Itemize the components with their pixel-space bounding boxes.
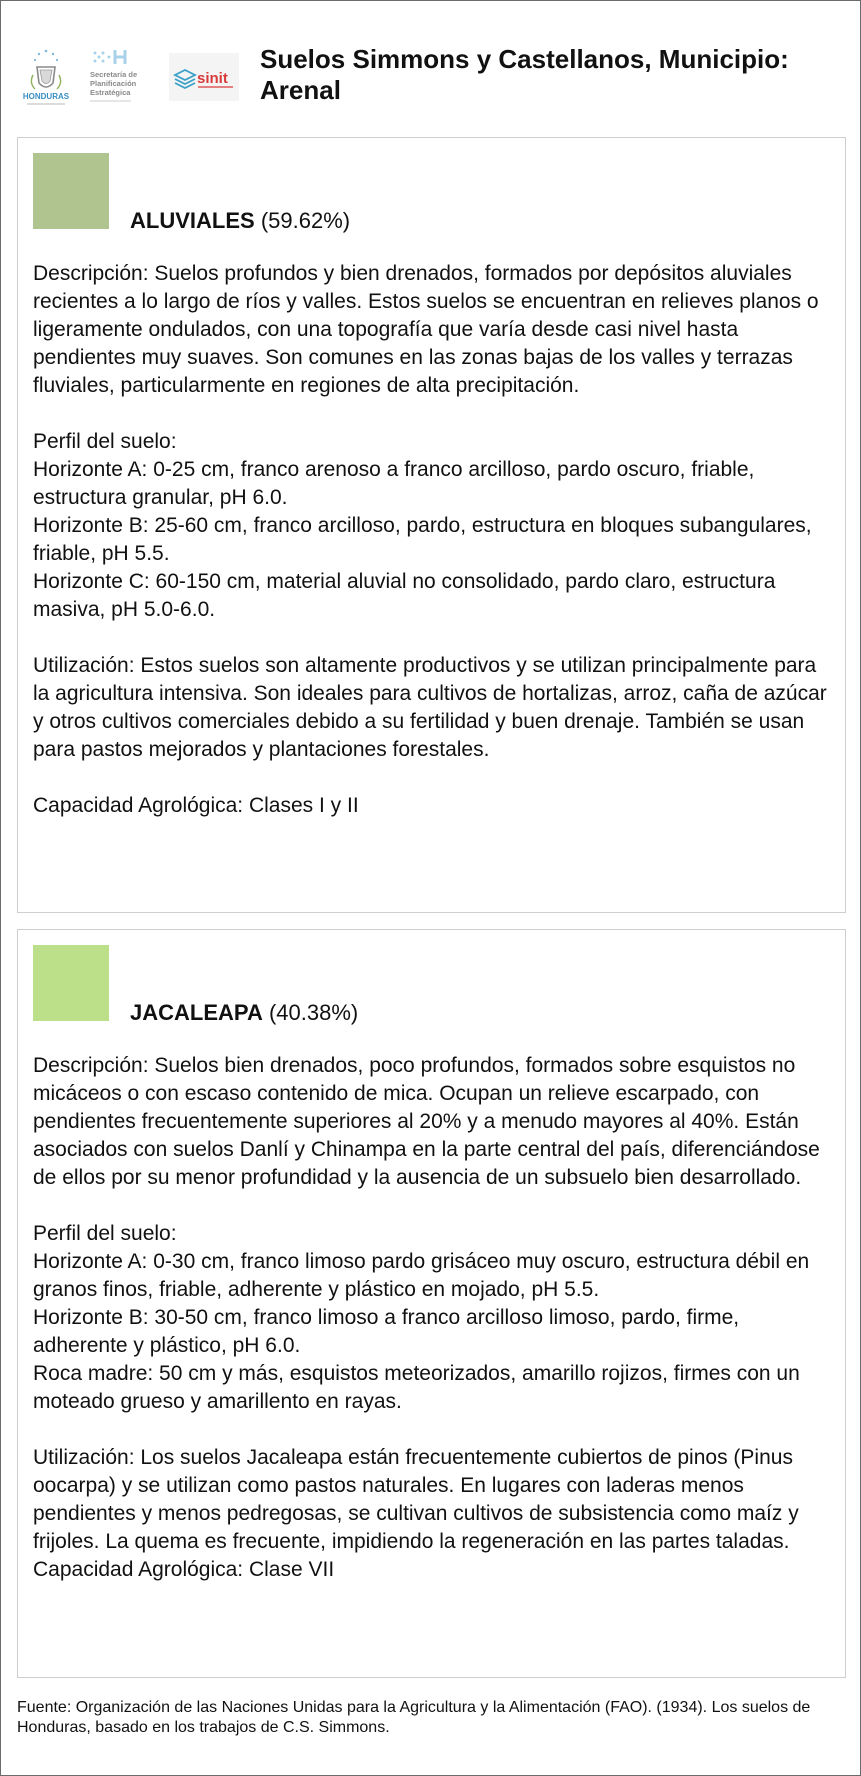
soil-color-swatch: [33, 945, 109, 1021]
soil-body: [33, 1052, 833, 1584]
soil-body: [33, 260, 833, 820]
soil-heading: [130, 208, 350, 234]
soil-profile: Perfil del suelo: Horizonte A: 0-25 cm, franco arenoso a franco arcilloso, pardo oscuro, friable, estructura granular, pH 6.0. Horizonte B: 25-60 cm, franco arcilloso, pardo, estructura en bloques subangulares, friable, pH 5.5. Horizonte C: 60-150 cm, material aluvial no consolidado, pardo claro, estructura masiva, pH 5.0-6.0.: [33, 430, 812, 621]
spe-logo-line-3: Estratégica: [90, 88, 131, 97]
soil-color-swatch: [33, 153, 109, 229]
spe-logo: [89, 47, 151, 105]
page-title: Suelos Simmons y Castellanos, Municipio: Arenal: [260, 44, 789, 105]
soil-name: JACALEAPA: [130, 1000, 263, 1025]
soil-card-jacaleapa: [17, 929, 846, 1678]
header: [1, 1, 860, 131]
soil-heading: [130, 1000, 358, 1026]
soil-description: Descripción: Suelos profundos y bien drenados, formados por depósitos aluviales recientes a lo largo de ríos y valles. Estos suelos se encuentran en relieves planos o ligeramente ondulados, con una topografía que varía desde casi nivel hasta pendientes muy suaves. Son comunes en las zonas bajas de los valles y terrazas fluviales, particularmente en regiones de alta precipitación.: [33, 262, 819, 397]
soil-capacity: Capacidad Agrológica: Clases I y II: [33, 794, 359, 817]
honduras-logo-text: HONDURAS: [22, 92, 70, 101]
soil-capacity: Capacidad Agrológica: Clase VII: [33, 1558, 335, 1581]
soil-percent: (40.38%): [268, 1000, 359, 1025]
soil-usage: Utilización: Estos suelos son altamente productivos y se utilizan principalmente para la agricultura intensiva. Son ideales para cultivos de hortalizas, arroz, caña de azúcar y otros cultivos comerciales debido a su fertilidad y buen drenaje. También se usan para pastos mejorados y plantaciones forestales.: [33, 654, 827, 761]
sinit-logo: [169, 53, 239, 101]
soil-name: ALUVIALES: [130, 208, 255, 233]
spe-logo-line-1: Secretaría de: [90, 70, 138, 79]
soil-usage: Utilización: Los suelos Jacaleapa están frecuentemente cubiertos de pinos (Pinus oocarpa) y se utilizan como pastos naturales. En lugares con laderas menos pendientes y menos pedregosas, se cultivan cultivos de subsistencia como maíz y frijoles. La quema es frecuente, impidiendo la regeneración en las partes taladas.: [33, 1446, 799, 1553]
soil-percent: (59.62%): [260, 208, 351, 233]
spe-logo-line-2: Planificación: [90, 79, 137, 88]
sinit-logo-text: sinit: [197, 70, 228, 87]
soil-profile: Perfil del suelo: Horizonte A: 0-30 cm, franco limoso pardo grisáceo muy oscuro, estructura débil en granos finos, friable, adherente y plástico en mojado, pH 5.5. Horizonte B: 30-50 cm, franco limoso a franco arcilloso limoso, pardo, firme, adherente y plástico, pH 6.0. Roca madre: 50 cm y más, esquistos meteorizados, amarillo rojizos, firmes con un moteado grueso y amarillento en rayas.: [33, 1222, 810, 1413]
honduras-logo: [17, 47, 75, 107]
source-citation: Fuente: Organización de las Naciones Unidas para la Agricultura y la Alimentación (FAO). (1934). Los suelos de Honduras, basado en los trabajos de C.S. Simmons.: [17, 1699, 811, 1736]
soil-card-aluviales: [17, 137, 846, 913]
soil-description: Descripción: Suelos bien drenados, poco profundos, formados sobre esquistos no micáceos o con escaso contenido de mica. Ocupan un relieve escarpado, con pendientes frecuentemente superiores al 20% y a menudo mayores al 40%. Están asociados con suelos Danlí y Chinampa en la parte central del país, diferenciándose de ellos por su menor profundidad y la ausencia de un subsuelo bien desarrollado.: [33, 1054, 820, 1189]
